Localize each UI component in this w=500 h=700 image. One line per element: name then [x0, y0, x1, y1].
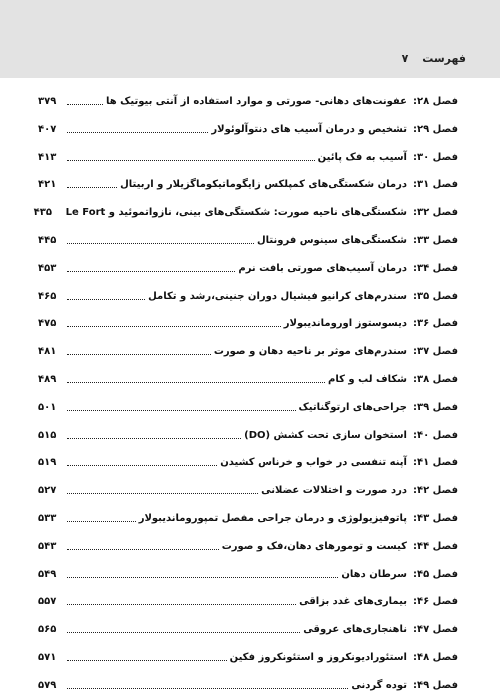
chapter-page-number: ۴۳۵	[33, 207, 52, 219]
chapter-label: فصل ۳۰:	[412, 151, 458, 163]
dot-leader	[67, 604, 296, 605]
chapter-title: سرطان دهان	[341, 568, 407, 580]
running-header	[402, 52, 466, 65]
toc-entry[interactable]	[33, 200, 458, 220]
dot-leader	[67, 243, 254, 244]
toc-entry[interactable]	[38, 645, 458, 665]
chapter-label: فصل ۴۹:	[412, 679, 458, 691]
toc-entry[interactable]	[38, 256, 458, 276]
chapter-title: درمان شکستگی‌های کمپلکس زایگوماتیکوماگزیلار و اربیتال	[120, 179, 407, 191]
chapter-label: فصل ۴۳:	[412, 513, 458, 524]
chapter-label: فصل ۴۱:	[412, 457, 458, 469]
toc-entry[interactable]	[38, 172, 458, 192]
chapter-label: فصل ۳۸:	[412, 374, 458, 385]
toc-entry[interactable]	[38, 145, 458, 165]
chapter-title: توده گردنی	[351, 679, 407, 691]
toc-entry[interactable]	[38, 284, 458, 304]
chapter-label: فصل ۴۸:	[412, 652, 458, 663]
chapter-label: فصل ۴۶:	[412, 596, 458, 608]
chapter-label: فصل ۳۷:	[412, 346, 458, 358]
chapter-title: بیماری‌های غدد بزاقی	[299, 596, 407, 608]
chapter-title: شکاف لب و کام	[328, 374, 407, 385]
chapter-page-number: ۴۷۵	[38, 318, 57, 330]
dot-leader	[67, 382, 325, 383]
chapter-label: فصل ۳۱:	[412, 179, 458, 191]
toc-entry[interactable]	[38, 89, 458, 109]
chapter-label: فصل ۳۹:	[412, 401, 458, 413]
chapter-label: فصل ۳۳:	[412, 235, 458, 246]
toc-entry[interactable]	[38, 589, 458, 609]
toc-entry[interactable]	[38, 228, 458, 248]
chapter-label: فصل ۳۵:	[412, 290, 458, 302]
chapter-title: درمان آسیب‌های صورتی بافت نرم	[238, 262, 407, 274]
toc-entry[interactable]	[38, 562, 458, 582]
toc-entry[interactable]	[38, 673, 458, 693]
dot-leader	[67, 438, 241, 439]
dot-leader	[67, 493, 258, 494]
toc-entry[interactable]	[38, 506, 458, 526]
toc-entry[interactable]	[38, 367, 458, 387]
chapter-title: آپنه تنفسی در خواب و خرناس کشیدن	[220, 457, 407, 469]
dot-leader	[67, 521, 136, 522]
dot-leader	[67, 326, 281, 327]
dot-leader	[67, 688, 348, 689]
dot-leader	[67, 299, 145, 300]
header-page-number: ۷	[401, 52, 409, 65]
toc-entry[interactable]	[38, 117, 458, 137]
chapter-page-number: ۵۷۱	[38, 652, 57, 663]
toc-entry[interactable]	[38, 395, 458, 415]
dot-leader	[67, 104, 103, 105]
toc-entry[interactable]	[38, 534, 458, 554]
chapter-page-number: ۴۲۱	[38, 179, 57, 191]
dot-leader	[67, 410, 296, 411]
dot-leader	[67, 354, 211, 355]
page-header	[0, 0, 500, 78]
toc-entry[interactable]	[38, 617, 458, 637]
dot-leader	[67, 632, 300, 633]
chapter-title: استخوان سازی تحت کشش (DO)	[244, 429, 407, 441]
chapter-page-number: ۴۸۱	[38, 346, 57, 358]
toc-entry[interactable]	[38, 450, 458, 470]
chapter-page-number: ۵۳۳	[38, 513, 57, 524]
dot-leader	[67, 577, 338, 578]
chapter-title: درد صورت و اختلالات عضلانی	[261, 485, 407, 497]
chapter-title: ناهنجاری‌های عروقی	[303, 624, 407, 636]
chapter-page-number: ۵۴۹	[38, 568, 57, 580]
header-title: فهرست	[422, 52, 466, 65]
chapter-title: جراحی‌های ارتوگناتیک	[298, 401, 407, 413]
chapter-label: فصل ۳۶:	[412, 318, 458, 330]
chapter-label: فصل ۴۰:	[412, 429, 458, 441]
chapter-page-number: ۴۰۷	[38, 123, 57, 135]
chapter-page-number: ۵۶۵	[38, 624, 57, 636]
chapter-label: فصل ۲۹:	[412, 123, 458, 135]
toc-entry[interactable]	[38, 311, 458, 331]
chapter-page-number: ۴۱۳	[38, 151, 57, 163]
chapter-page-number: ۵۷۹	[38, 679, 57, 691]
dot-leader	[67, 187, 117, 188]
chapter-label: فصل ۳۴:	[412, 262, 458, 274]
toc-entry[interactable]	[38, 339, 458, 359]
chapter-title: سندرم‌های موثر بر ناحیه دهان و صورت	[213, 346, 407, 358]
toc-entry[interactable]	[38, 423, 458, 443]
chapter-label: فصل ۴۷:	[412, 624, 458, 636]
chapter-title: کیست و تومورهای دهان،فک و صورت	[221, 540, 407, 552]
chapter-title: شکستگی‌های ناحیه صورت: شکستگی‌های بینی، نازواتموئید و Le Fort	[65, 207, 407, 219]
chapter-page-number: ۴۶۵	[38, 290, 57, 302]
chapter-label: فصل ۴۴:	[412, 540, 458, 552]
chapter-page-number: ۳۷۹	[38, 96, 57, 107]
chapter-label: فصل ۴۲:	[412, 485, 458, 497]
chapter-label: فصل ۴۵:	[412, 568, 458, 580]
chapter-page-number: ۵۱۵	[38, 429, 57, 441]
chapter-title: عفونت‌های دهانی- صورتی و موارد استفاده از آنتی بیوتیک ها	[105, 96, 407, 107]
chapter-page-number: ۵۰۱	[38, 401, 57, 413]
chapter-title: پاتوفیزیولوژی و درمان جراحی مفصل تمپوروماندیبولار	[138, 513, 407, 524]
dot-leader	[67, 160, 315, 161]
chapter-page-number: ۵۲۷	[38, 485, 57, 497]
chapter-title: سندرم‌های کرانیو فیشیال دوران جنینی،رشد و تکامل	[148, 290, 407, 302]
chapter-page-number: ۵۱۹	[38, 457, 57, 469]
chapter-page-number: ۴۵۳	[38, 262, 57, 274]
chapter-title: استئورادیونکروز و استئونکروز فکین	[229, 652, 407, 663]
chapter-label: فصل ۳۲:	[412, 207, 458, 219]
toc-entry[interactable]	[38, 478, 458, 498]
dot-leader	[67, 465, 217, 466]
dot-leader	[67, 660, 227, 661]
dot-leader	[67, 549, 219, 550]
chapter-title: دیسوستوز اوروماندیبولار	[283, 318, 407, 330]
chapter-title: شکستگی‌های سینوس فرونتال	[256, 235, 407, 246]
chapter-title: آسیب به فک پائین	[317, 151, 407, 163]
chapter-page-number: ۵۵۷	[38, 596, 57, 608]
chapter-label: فصل ۲۸:	[412, 96, 458, 107]
dot-leader	[67, 132, 208, 133]
chapter-title: تشخیص و درمان آسیب های دنتوآلوئولار	[211, 123, 407, 135]
chapter-page-number: ۴۸۹	[38, 374, 57, 385]
dot-leader	[67, 271, 235, 272]
chapter-page-number: ۴۴۵	[38, 235, 57, 246]
chapter-page-number: ۵۴۳	[38, 540, 57, 552]
